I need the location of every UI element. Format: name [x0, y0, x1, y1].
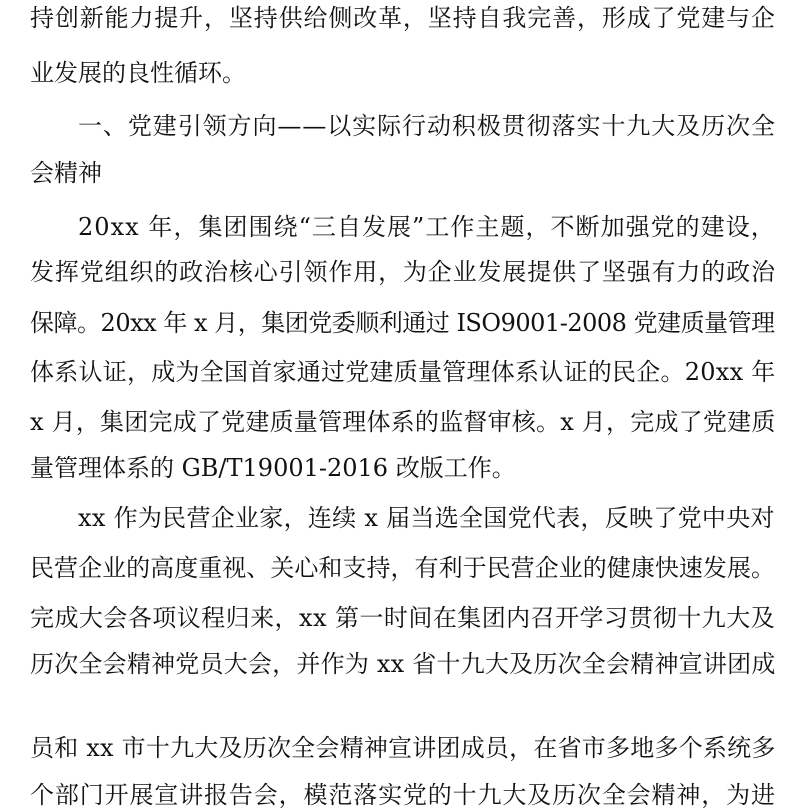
paragraph-line: 发挥党组织的政治核心引领作用，为企业发展提供了坚强有力的政治 — [30, 258, 776, 286]
section-heading: 会精神 — [30, 159, 102, 187]
section-heading: 一、党建引领方向——以实际行动积极贯彻落实十九大及历次全 — [78, 112, 776, 140]
paragraph-line: 持创新能力提升，坚持供给侧改革，坚持自我完善，形成了党建与企 — [30, 4, 776, 32]
paragraph-line: 量管理体系的 GB/T19001-2016 改版工作。 — [30, 454, 516, 482]
paragraph-line: xx 作为民营企业家，连续 x 届当选全国党代表，反映了党中央对 — [78, 504, 775, 532]
paragraph-line: 员和 xx 市十九大及历次全会精神宣讲团成员，在省市多地多个系统多 — [30, 734, 776, 762]
paragraph-line: 保障。20xx 年 x 月，集团党委顺利通过 ISO9001-2008 党建质量管理 — [30, 309, 775, 337]
paragraph-line: 20xx 年，集团围绕“三自发展”工作主题，不断加强党的建设， — [78, 213, 776, 241]
paragraph-line: 个部门开展宣讲报告会，模范落实党的十九大及历次全会精神，为进 — [30, 781, 776, 809]
paragraph-line: x 月，集团完成了党建质量管理体系的监督审核。x 月，完成了党建质 — [30, 408, 776, 436]
paragraph-line: 历次全会精神党员大会，并作为 xx 省十九大及历次全会精神宣讲团成 — [30, 650, 776, 678]
paragraph-line: 业发展的良性循环。 — [30, 59, 246, 87]
paragraph-line: 民营企业的高度重视、关心和支持，有利于民营企业的健康快速发展。 — [30, 554, 776, 582]
paragraph-line: 完成大会各项议程归来，xx 第一时间在集团内召开学习贯彻十九大及 — [30, 604, 776, 632]
paragraph-line: 体系认证，成为全国首家通过党建质量管理体系认证的民企。20xx 年 — [30, 358, 776, 386]
